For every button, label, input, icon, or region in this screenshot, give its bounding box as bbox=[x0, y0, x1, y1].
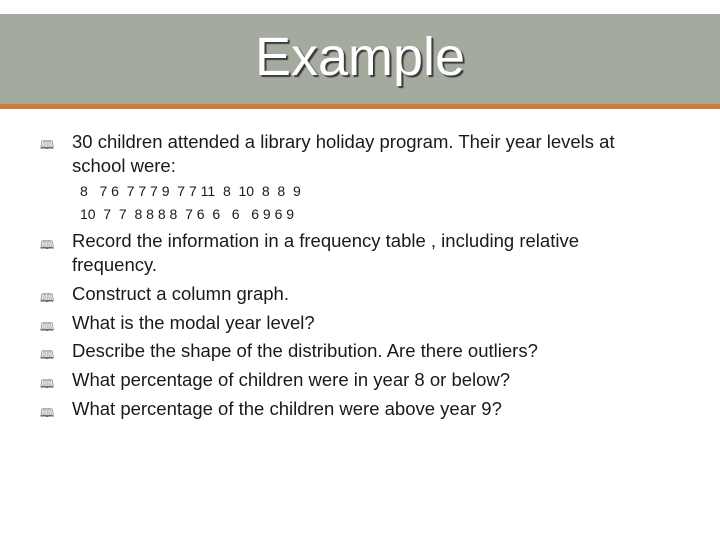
book-bullet-icon: 🕮 bbox=[40, 348, 55, 362]
data-row-1: 8 7 6 7 7 7 9 7 7 11 8 10 8 8 9 bbox=[80, 183, 301, 199]
question-5: What percentage of children were in year 8 or below? bbox=[72, 369, 511, 390]
question-4: Describe the shape of the distribution. Are there outliers? bbox=[72, 340, 538, 361]
book-bullet-icon: 🕮 bbox=[40, 377, 55, 391]
book-bullet-icon: 🕮 bbox=[40, 138, 55, 152]
book-bullet-icon: 🕮 bbox=[40, 238, 55, 252]
question-6: What percentage of the children were above year 9? bbox=[72, 398, 502, 419]
question-1-line-2: frequency. bbox=[72, 254, 158, 275]
data-row-2: 10 7 7 8 8 8 8 7 6 6 6 6 9 6 9 bbox=[80, 206, 295, 222]
book-bullet-icon: 🕮 bbox=[40, 320, 55, 334]
intro-line-2: school were: bbox=[72, 155, 176, 176]
question-2: Construct a column graph. bbox=[72, 283, 289, 304]
question-1-line-1: Record the information in a frequency table , including relative bbox=[72, 230, 579, 251]
intro-line-1: 30 children attended a library holiday program. Their year levels at bbox=[72, 131, 615, 152]
book-bullet-icon: 🕮 bbox=[40, 406, 55, 420]
book-bullet-icon: 🕮 bbox=[40, 291, 55, 305]
question-3: What is the modal year level? bbox=[72, 312, 315, 333]
slide-title: Example bbox=[254, 27, 466, 87]
